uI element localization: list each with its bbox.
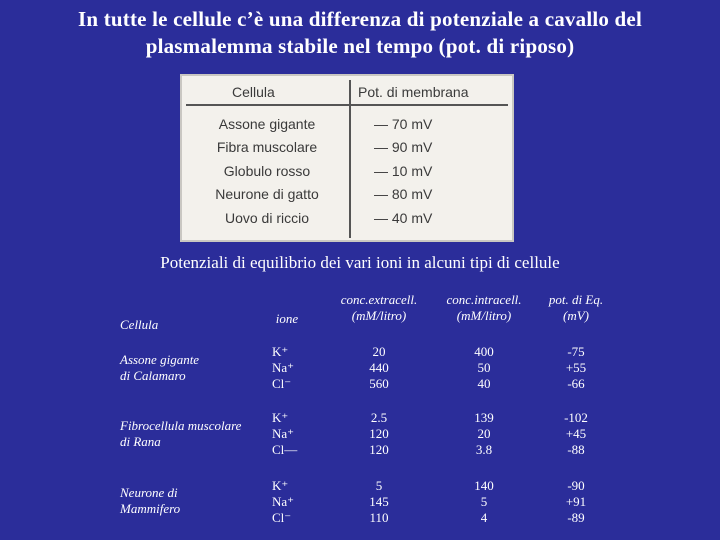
cell-type-line1: Assone gigante — [120, 352, 200, 367]
table-row — [182, 139, 512, 163]
membrane-potential-table — [180, 74, 514, 242]
intracellular-value: 5 — [480, 494, 488, 509]
row-cell-name: Fibra muscolare — [216, 139, 318, 155]
ion-value: K⁺ — [272, 478, 289, 493]
equilibrium-value: -90 — [567, 478, 585, 493]
intracellular-column — [445, 478, 523, 526]
header-potential: Pot. di membrana — [358, 84, 469, 100]
extracellular-value: 560 — [369, 376, 389, 391]
ion-value: Cl— — [272, 442, 298, 457]
intracellular-value: 139 — [474, 410, 494, 425]
equilibrium-value: -102 — [564, 410, 588, 425]
intracellular-value: 140 — [474, 478, 494, 493]
extracellular-value: 145 — [369, 494, 389, 509]
cell-type-line2: Mammifero — [120, 501, 181, 516]
header-extracellular — [330, 292, 428, 324]
row-potential: — 80 mV — [374, 186, 433, 202]
table-row — [182, 116, 512, 140]
intracellular-value: 50 — [477, 360, 491, 375]
table-row — [182, 186, 512, 210]
ion-column — [272, 410, 297, 458]
header-ion: ione — [275, 311, 299, 326]
ion-value: K⁺ — [272, 410, 289, 425]
equilibrium-value: +55 — [565, 360, 587, 375]
header-extracellular-line2: (mM/litro) — [351, 308, 407, 323]
extracellular-column — [340, 478, 418, 526]
equilibrium-value: +45 — [565, 426, 587, 441]
intracellular-value: 3.8 — [475, 442, 493, 457]
equilibrium-column — [540, 478, 612, 526]
ion-table-caption: Potenziali di equilibrio dei vari ioni in alcuni tipi di cellule — [160, 253, 560, 272]
equilibrium-column — [540, 344, 612, 392]
ion-value: Cl⁻ — [272, 376, 292, 391]
extracellular-column — [340, 344, 418, 392]
title-line-2: plasmalemma stabile nel tempo (pot. di riposo) — [145, 34, 575, 58]
header-intracellular-line2: (mM/litro) — [456, 308, 512, 323]
row-potential: — 90 mV — [374, 139, 433, 155]
header-equilibrium-line1: pot. di Eq. — [548, 292, 604, 307]
table-row-group — [0, 344, 720, 394]
intracellular-value: 40 — [477, 376, 491, 391]
ion-column — [272, 344, 294, 392]
header-equilibrium — [540, 292, 612, 324]
slide-title — [0, 6, 720, 60]
cell-type-name — [120, 485, 260, 517]
table-row — [182, 210, 512, 234]
cell-type-line1: Neurone di — [120, 485, 178, 500]
equilibrium-value: -66 — [567, 376, 585, 391]
ion-value: Cl⁻ — [272, 510, 292, 525]
ion-value: K⁺ — [272, 344, 289, 359]
extracellular-value: 20 — [372, 344, 386, 359]
intracellular-value: 4 — [480, 510, 488, 525]
extracellular-value: 5 — [375, 478, 383, 493]
equilibrium-value: -75 — [567, 344, 585, 359]
row-cell-name: Neurone di gatto — [215, 186, 319, 202]
ion-column — [272, 478, 294, 526]
table-row-group — [0, 410, 720, 460]
ion-value: Na⁺ — [272, 426, 295, 441]
header-divider — [186, 104, 508, 106]
header-cell: Cellula — [120, 317, 159, 332]
intracellular-column — [445, 410, 523, 458]
cell-type-line1: Fibrocellula muscolare — [120, 418, 242, 433]
cell-type-line2: di Calamaro — [120, 368, 186, 383]
equilibrium-value: +91 — [565, 494, 587, 509]
row-cell-name: Assone gigante — [218, 116, 316, 132]
cell-type-name — [120, 352, 260, 384]
ion-value: Na⁺ — [272, 494, 295, 509]
equilibrium-value: -89 — [567, 510, 585, 525]
equilibrium-column — [540, 410, 612, 458]
title-line-1: In tutte le cellule c’è una differenza di potenziale a cavallo del — [78, 7, 642, 31]
extracellular-column — [340, 410, 418, 458]
extracellular-value: 120 — [369, 426, 389, 441]
row-cell-name: Uovo di riccio — [224, 210, 310, 226]
equilibrium-value: -88 — [567, 442, 585, 457]
intracellular-column — [445, 344, 523, 392]
extracellular-value: 2.5 — [370, 410, 388, 425]
ion-equilibrium-table — [0, 280, 720, 540]
table-row — [182, 163, 512, 187]
row-potential: — 40 mV — [374, 210, 433, 226]
row-potential: — 10 mV — [374, 163, 433, 179]
header-intracellular-line1: conc.intracell. — [446, 292, 522, 307]
header-cell: Cellula — [232, 84, 275, 100]
header-intracellular — [435, 292, 533, 324]
extracellular-value: 440 — [369, 360, 389, 375]
ion-value: Na⁺ — [272, 360, 295, 375]
table-row-group — [0, 478, 720, 528]
intracellular-value: 400 — [474, 344, 494, 359]
extracellular-value: 110 — [369, 510, 389, 525]
cell-type-name — [120, 418, 260, 450]
cell-type-line2: di Rana — [120, 434, 161, 449]
row-potential: — 70 mV — [374, 116, 433, 132]
header-extracellular-line1: conc.extracell. — [340, 292, 418, 307]
row-cell-name: Globulo rosso — [223, 163, 311, 179]
intracellular-value: 20 — [477, 426, 491, 441]
extracellular-value: 120 — [369, 442, 389, 457]
header-equilibrium-line2: (mV) — [563, 308, 589, 323]
